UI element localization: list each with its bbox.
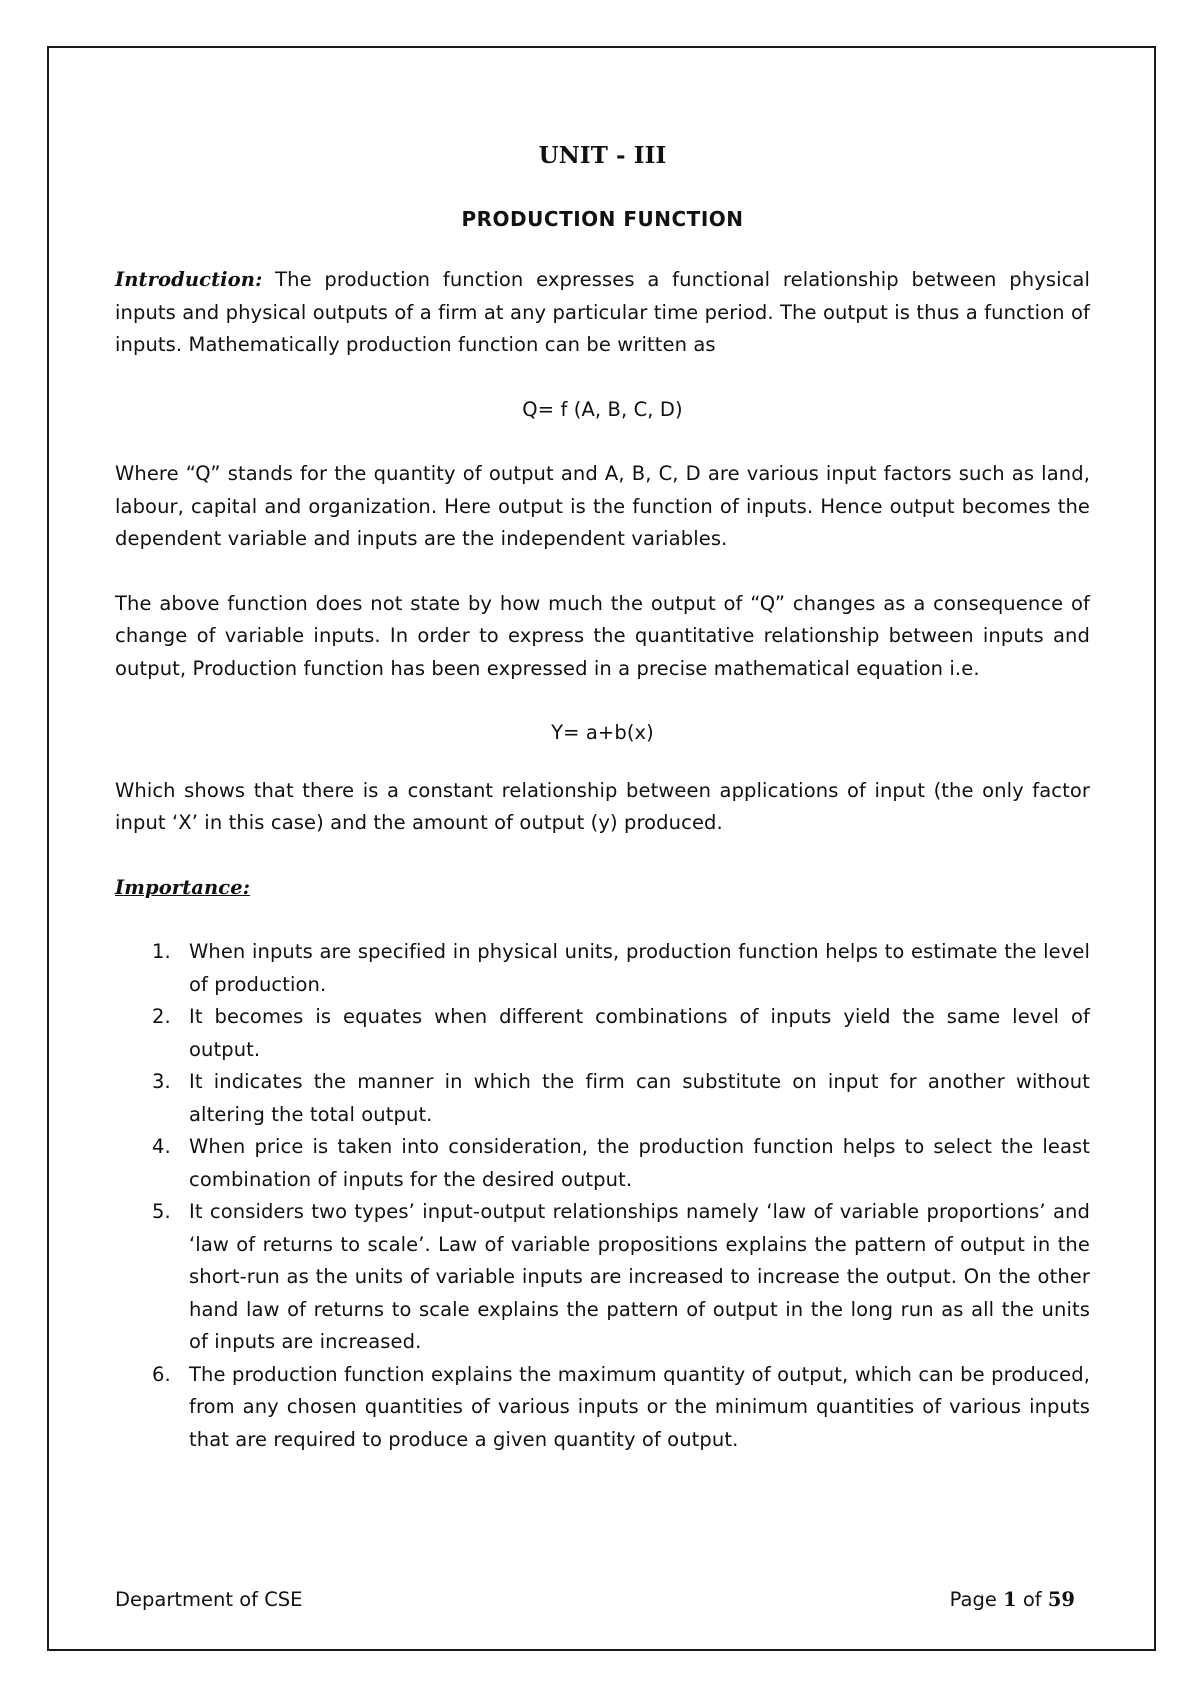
section-title: PRODUCTION FUNCTION <box>461 207 744 231</box>
importance-list <box>115 936 1090 1456</box>
equation-linear: Y= a+b(x) <box>551 721 654 744</box>
list-item-number: 5. <box>152 1200 171 1223</box>
above-function-paragraph: The above function does not state by how much the output of “Q” changes as a consequence of change of variable inputs. In order to express the quantitative relationship between inputs and output, Production function has been expressed in a precise mathematical equation i.e. <box>115 591 1090 680</box>
list-item-text: The production function explains the maximum quantity of output, which can be produced, from any chosen quantities of various inputs or the minimum quantities of various inputs that are required to produce a given quantity of output. <box>189 1362 1090 1451</box>
of-label: of <box>1022 1588 1042 1611</box>
importance-heading: Importance: <box>115 875 251 899</box>
list-item-number: 4. <box>152 1135 171 1158</box>
page-content <box>115 140 1090 1456</box>
list-item-number: 2. <box>152 1005 171 1028</box>
list-item <box>115 1131 1090 1196</box>
unit-title: UNIT - III <box>538 142 667 169</box>
list-item-text: It becomes is equates when different combinations of inputs yield the same level of output. <box>189 1005 1090 1061</box>
list-item <box>115 936 1090 1001</box>
list-item-number: 6. <box>152 1362 171 1386</box>
footer-department: Department of CSE <box>115 1588 303 1611</box>
list-item-text: When inputs are specified in physical units, production function helps to estimate the level of production. <box>189 940 1090 996</box>
current-page-number: 1 <box>1003 1588 1017 1611</box>
list-item-number: 3. <box>152 1070 171 1093</box>
list-item <box>115 1196 1090 1359</box>
list-item-text: When price is taken into consideration, the production function helps to select the least combination of inputs for the desired output. <box>189 1135 1090 1191</box>
page-label: Page <box>949 1588 997 1611</box>
page-indicator <box>950 1585 1075 1615</box>
intro-paragraph <box>115 264 1090 362</box>
list-item <box>115 1066 1090 1131</box>
where-paragraph: Where “Q” stands for the quantity of output and A, B, C, D are various input factors such as land, labour, capital and organization. Here output is the function of inputs. Hence output becomes the dependent variable and inputs are the independent variables. <box>115 462 1090 550</box>
intro-label: Introduction: <box>115 268 263 291</box>
total-pages: 59 <box>1047 1588 1075 1611</box>
list-item-text: It considers two types’ input-output relationships namely ‘law of variable proportions’ and ‘law of returns to scale’. Law of variable propositions explains the pattern of output in the short-run as the units of variable inputs are increased to increase the output. On the other hand law of returns to scale explains the pattern of output in the long run as all the units of inputs are increased. <box>189 1200 1090 1353</box>
list-item-text: It indicates the manner in which the firm can substitute on input for another without altering the total output. <box>189 1070 1090 1126</box>
list-item <box>115 1359 1090 1457</box>
equation-production-function: Q= f (A, B, C, D) <box>522 397 683 421</box>
list-item <box>115 1001 1090 1066</box>
list-item-number: 1. <box>152 940 171 963</box>
constant-relationship-paragraph: Which shows that there is a constant relationship between applications of input (the only factor input ‘X’ in this case) and the amount of output (y) produced. <box>115 778 1090 834</box>
intro-text: The production function expresses a functional relationship between physical inputs and physical outputs of a firm at any particular time period. The output is thus a function of inputs. Mathematically production function can be written as <box>115 268 1090 356</box>
